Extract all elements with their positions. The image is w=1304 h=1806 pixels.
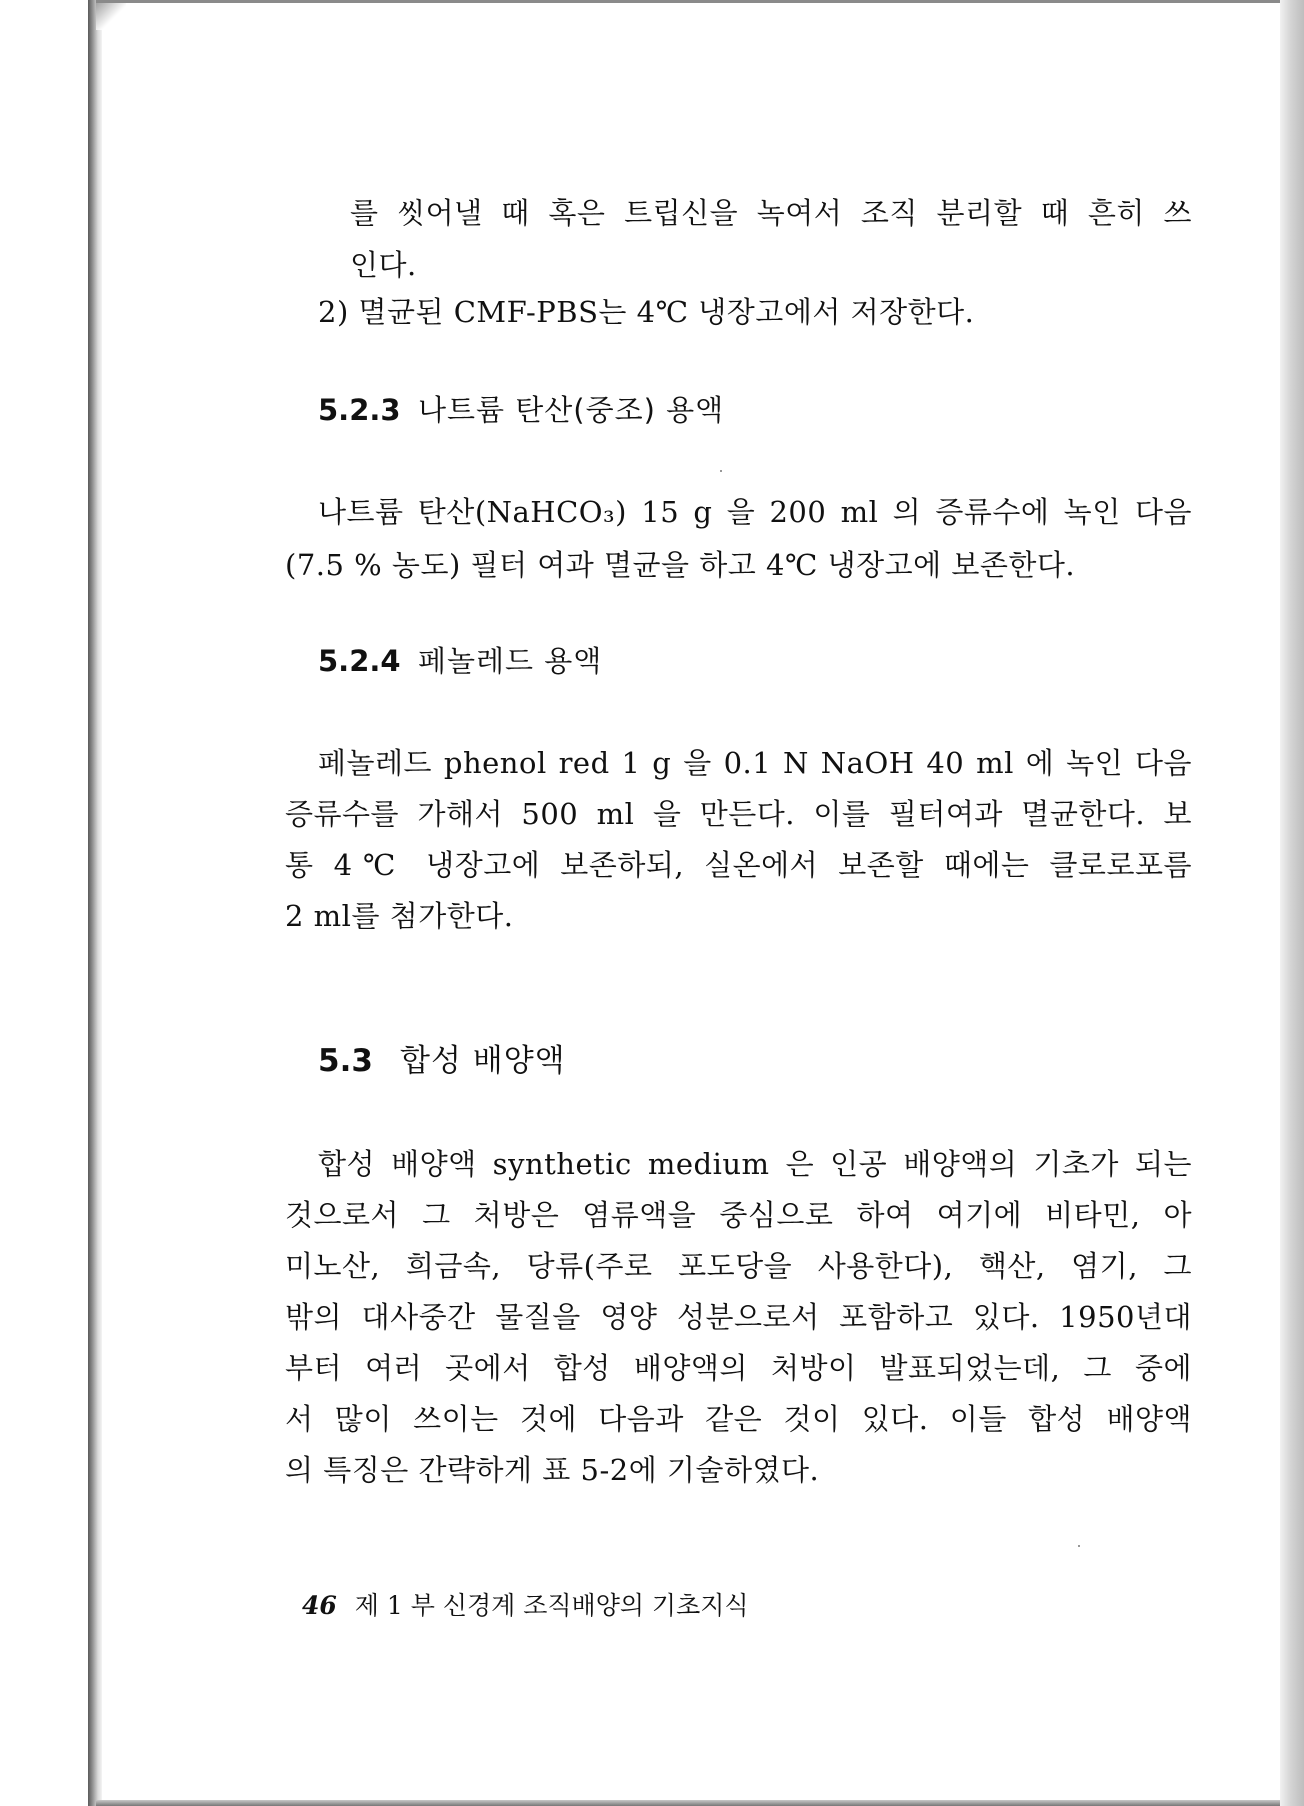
paragraph-line: 의 특징은 간략하게 표 5-2에 기술하였다. (285, 1453, 820, 1487)
paragraph-line: 합성 배양액 synthetic medium 은 인공 배양액의 기초가 되는 (318, 1147, 1192, 1181)
paragraph-line: 증류수를 가해서 500 ml 을 만든다. 이를 필터여과 멸균한다. 보 (285, 797, 1192, 831)
paragraph-line: 것으로서 그 처방은 염류액을 중심으로 하여 여기에 비타민, 아 (285, 1198, 1192, 1232)
page-footer (302, 1590, 749, 1622)
section-heading-53 (318, 1041, 566, 1081)
paragraph-line: 서 많이 쓰이는 것에 다음과 같은 것이 있다. 이들 합성 배양액 (285, 1402, 1192, 1436)
scan-speck (720, 470, 722, 472)
page-number: 46 (302, 1591, 337, 1620)
section-number: 5.2.4 (318, 644, 401, 678)
section-title: 합성 배양액 (400, 1043, 566, 1079)
section-number: 5.3 (318, 1043, 373, 1079)
paragraph-line: 페놀레드 phenol red 1 g 을 0.1 N NaOH 40 ml 에 녹인 다음 (318, 746, 1192, 780)
page-edge-bottom (96, 1800, 1280, 1806)
page-edge-top (96, 0, 1280, 3)
scan-speck (1078, 1545, 1080, 1547)
paragraph-line: 밖의 대사중간 물질을 영양 성분으로서 포함하고 있다. 1950년대 (285, 1300, 1192, 1334)
page-corner (96, 0, 126, 30)
paragraph-line: 인다. (350, 248, 417, 282)
page-binding-shadow (88, 0, 102, 1806)
paragraph-line: 2 ml를 첨가한다. (285, 899, 514, 933)
paragraph-line: 부터 여러 곳에서 합성 배양액의 처방이 발표되었는데, 그 중에 (285, 1351, 1192, 1385)
paragraph-line: (7.5 % 농도) 필터 여과 멸균을 하고 4℃ 냉장고에 보존한다. (285, 548, 1076, 582)
page-edge-right (1280, 0, 1304, 1806)
section-heading-523 (318, 390, 724, 430)
section-number: 5.2.3 (318, 393, 401, 427)
section-title: 페놀레드 용액 (418, 644, 603, 678)
paragraph-line: 통 4℃ 냉장고에 보존하되, 실온에서 보존할 때에는 클로로포름 (285, 848, 1192, 882)
paragraph-line: 미노산, 희금속, 당류(주로 포도당을 사용한다), 핵산, 염기, 그 (285, 1249, 1192, 1283)
list-item: 2) 멸균된 CMF-PBS는 4℃ 냉장고에서 저장한다. (318, 295, 975, 329)
running-title: 제 1 부 신경계 조직배양의 기초지식 (354, 1591, 749, 1620)
section-heading-524 (318, 641, 602, 681)
section-title: 나트륨 탄산(중조) 용액 (418, 393, 725, 427)
paragraph-line: 나트륨 탄산(NaHCO₃) 15 g 을 200 ml 의 증류수에 녹인 다음 (318, 495, 1192, 529)
paragraph-line: 를 씻어낼 때 혹은 트립신을 녹여서 조직 분리할 때 흔히 쓰 (350, 196, 1192, 230)
